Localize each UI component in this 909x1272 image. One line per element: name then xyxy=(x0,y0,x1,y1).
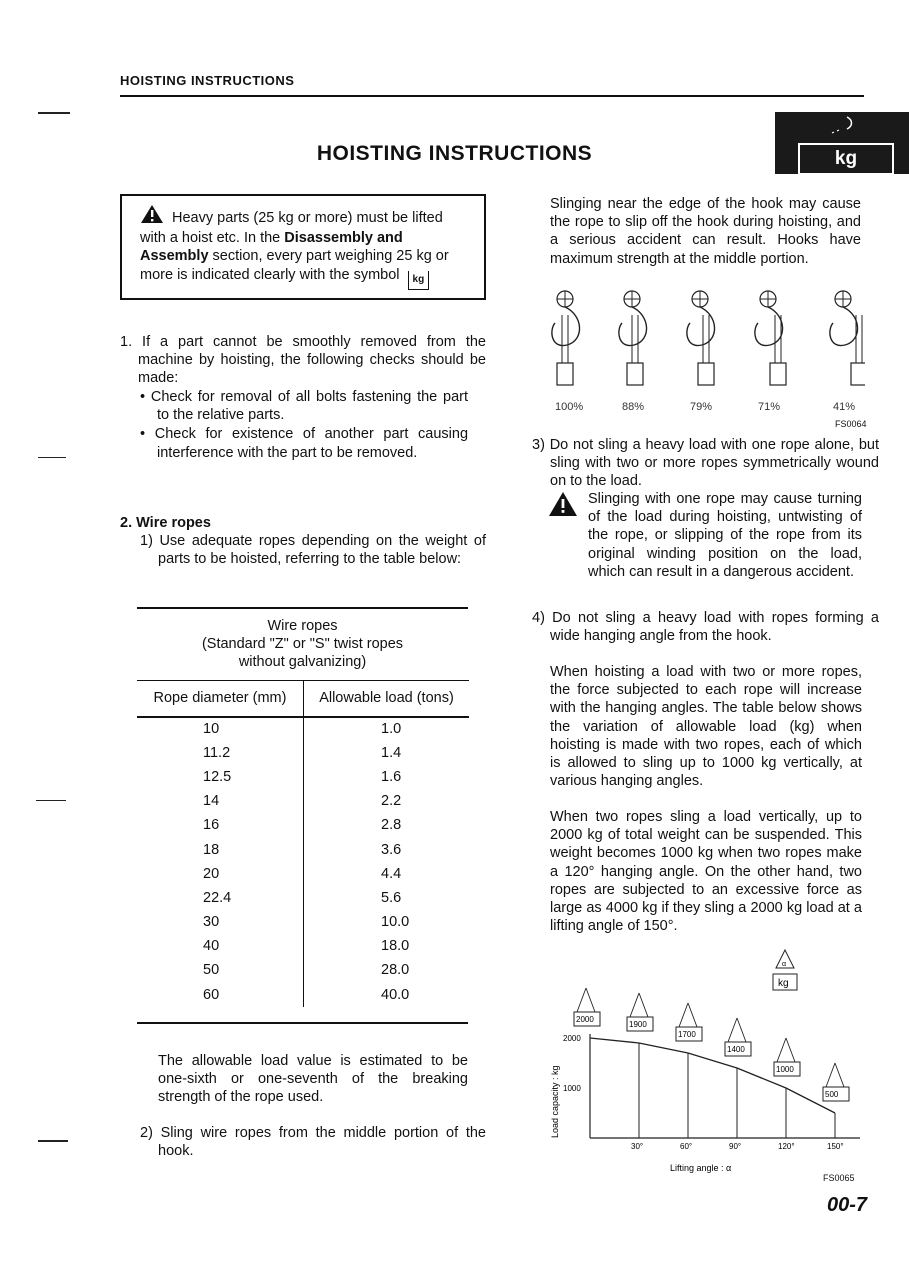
allowable-load-cell: 40.0 xyxy=(381,986,410,1003)
rope-diameter-cell: 14 xyxy=(137,789,304,813)
table-row xyxy=(137,934,469,958)
allowable-load-cell: 18.0 xyxy=(381,938,410,955)
margin-mark xyxy=(38,457,66,458)
section-1-intro: 1. If a part cannot be smoothly removed from the machine by hoisting, the following checks should be made: xyxy=(120,334,486,387)
allowable-load-cell: 1.0 xyxy=(381,721,402,738)
kg-tab-label: kg xyxy=(798,143,894,175)
allowable-load-cell: 4.4 xyxy=(381,865,402,882)
hook-strength-figure xyxy=(540,285,865,415)
rope-diameter-cell: 30 xyxy=(137,910,304,934)
warning-icon xyxy=(140,204,164,229)
x-tick-label: 30° xyxy=(631,1142,644,1151)
x-tick-label: 90° xyxy=(729,1142,742,1151)
table-row xyxy=(137,983,469,1007)
data-label: 2000 xyxy=(576,1015,594,1024)
rope-diameter-cell: 22.4 xyxy=(137,886,304,910)
warning-icon xyxy=(548,490,578,523)
section-2-item-1: 1) Use adequate ropes depending on the weight of parts to be hoisted, referring to the table below: xyxy=(140,533,486,568)
warning-text-2: section, every part weighing 25 kg or more is indicated clearly with the symbol xyxy=(140,248,449,283)
margin-mark xyxy=(38,1140,68,1142)
hook-strength-label: 100% xyxy=(555,401,584,413)
hook-illustration xyxy=(552,291,580,385)
rope-diameter-cell: 40 xyxy=(137,934,304,958)
table-row xyxy=(137,717,469,741)
table-row xyxy=(137,958,469,982)
col-header-load: Allowable load (tons) xyxy=(319,690,454,707)
y-tick-label: 1000 xyxy=(563,1084,581,1093)
data-label: 1900 xyxy=(629,1020,647,1029)
rope-diameter-cell: 16 xyxy=(137,813,304,837)
load-capacity-chart xyxy=(540,940,870,1178)
hook-strength-label: 88% xyxy=(622,401,645,413)
rope-note: The allowable load value is estimated to be one-sixth or one-seventh of the breaking strength of the rope used. xyxy=(158,1053,468,1106)
table-row xyxy=(137,862,469,886)
list-item: • Check for removal of all bolts fastening the part to the relative parts. xyxy=(140,389,468,424)
page-title: HOISTING INSTRUCTIONS xyxy=(316,142,593,165)
rope-diameter-cell: 12.5 xyxy=(137,765,304,789)
margin-mark xyxy=(38,112,70,114)
allowable-load-cell: 3.6 xyxy=(381,841,402,858)
rope-diameter-cell: 11.2 xyxy=(137,741,304,765)
x-axis-title: Lifting angle : α xyxy=(670,1163,732,1173)
legend-kg: kg xyxy=(778,978,789,989)
data-label: 1700 xyxy=(678,1030,696,1039)
section-2-heading: 2. Wire ropes xyxy=(120,515,211,531)
running-header: HOISTING INSTRUCTIONS xyxy=(120,73,295,88)
heavy-parts-warning xyxy=(120,194,486,300)
hook-illustration xyxy=(619,291,647,385)
hook-illustration xyxy=(755,291,786,385)
data-label: 500 xyxy=(825,1090,839,1099)
data-label: 1400 xyxy=(727,1045,745,1054)
hook-strength-label: 79% xyxy=(690,401,713,413)
item-3: 3) Do not sling a heavy load with one rope alone, but sling with two or more ropes symmetrically wound on to the load. xyxy=(532,437,879,490)
rope-diameter-cell: 60 xyxy=(137,983,304,1007)
rope-diameter-cell: 50 xyxy=(137,958,304,982)
rope-diameter-cell: 10 xyxy=(137,717,304,741)
kg-symbol: kg xyxy=(408,271,430,290)
rope-diameter-cell: 20 xyxy=(137,862,304,886)
col-header-diameter: Rope diameter (mm) xyxy=(137,681,304,717)
x-tick-label: 120° xyxy=(778,1142,795,1151)
table-row xyxy=(137,910,469,934)
x-tick-label: 150° xyxy=(827,1142,844,1151)
allowable-load-cell: 1.6 xyxy=(381,768,402,785)
y-axis-title: Load capacity : kg xyxy=(550,1065,560,1138)
allowable-load-cell: 1.4 xyxy=(381,744,402,761)
section-1-bullets xyxy=(140,388,468,462)
item-3-warning: Slinging with one rope may cause turning of the load during hoisting, untwisting of the rope, or slipping of the rope from its original winding position on the load, which can result in a dangerous accident. xyxy=(588,491,862,580)
header-rule xyxy=(120,95,864,97)
table-row xyxy=(137,765,469,789)
data-label: 1000 xyxy=(776,1065,794,1074)
x-tick-label: 60° xyxy=(680,1142,693,1151)
page-number: 00-7 xyxy=(827,1194,868,1216)
list-item: • Check for existence of another part causing interference with the part to be removed. xyxy=(140,426,469,461)
table-caption: Wire ropes (Standard "Z" or "S" twist ropes without galvanizing) xyxy=(201,618,404,671)
item-4-heading: 4) Do not sling a heavy load with ropes forming a wide hanging angle from the hook. xyxy=(532,610,879,645)
figure-1-code: FS0064 xyxy=(835,419,867,429)
allowable-load-cell: 10.0 xyxy=(381,914,410,931)
rope-diameter-cell: 18 xyxy=(137,837,304,861)
hook-strength-label: 71% xyxy=(758,401,781,413)
table-row xyxy=(137,789,469,813)
section-2-item-2: 2) Sling wire ropes from the middle portion of the hook. xyxy=(140,1125,486,1160)
allowable-load-cell: 2.2 xyxy=(381,793,402,810)
margin-mark xyxy=(36,800,66,801)
y-tick-label: 2000 xyxy=(563,1034,581,1043)
item-4-paragraph-2: When two ropes sling a load vertically, up to 2000 kg of total weight can be suspended. This weight becomes 1000 kg when two ropes make a 120° hanging angle. On the other hand, two ropes are subjected to an excessive force as large as 4000 kg if they sling a 2000 kg load at a lifting angle of 150°. xyxy=(550,809,862,935)
allowable-load-cell: 5.6 xyxy=(381,889,402,906)
table-row xyxy=(137,886,469,910)
table-top-rule xyxy=(137,607,468,609)
table-row xyxy=(137,741,469,765)
table-bottom-rule xyxy=(137,1022,468,1024)
hook-strength-label: 41% xyxy=(833,401,856,413)
tab-hook-icon xyxy=(819,114,859,138)
allowable-load-cell: 28.0 xyxy=(381,962,410,979)
figure-2-code: FS0065 xyxy=(823,1173,855,1183)
legend-alpha: α xyxy=(782,961,787,968)
warning-bold-section: Disassembly and Assembly xyxy=(140,230,403,265)
warning-text-1: Heavy parts (25 kg or more) must be lifted with a hoist etc. In the xyxy=(140,210,443,247)
table-row xyxy=(137,813,469,837)
rope-table xyxy=(137,680,469,1007)
item-4-paragraph-1: When hoisting a load with two or more ropes, the force subjected to each rope will increase with the hanging angles. The table below shows the variation of allowable load (kg) when hoisting is made with two ropes, each of which is allowed to sling up to 1000 kg vertically, at various hanging angles. xyxy=(550,664,862,790)
table-row xyxy=(137,837,469,861)
hook-edge-warning: Slinging near the edge of the hook may cause the rope to slip off the hook during hoisting, and a serious accident can result. Hooks have maximum strength at the middle portion. xyxy=(550,196,861,267)
hook-illustration xyxy=(687,291,715,385)
allowable-load-cell: 2.8 xyxy=(381,817,402,834)
hook-illustration xyxy=(830,291,865,385)
